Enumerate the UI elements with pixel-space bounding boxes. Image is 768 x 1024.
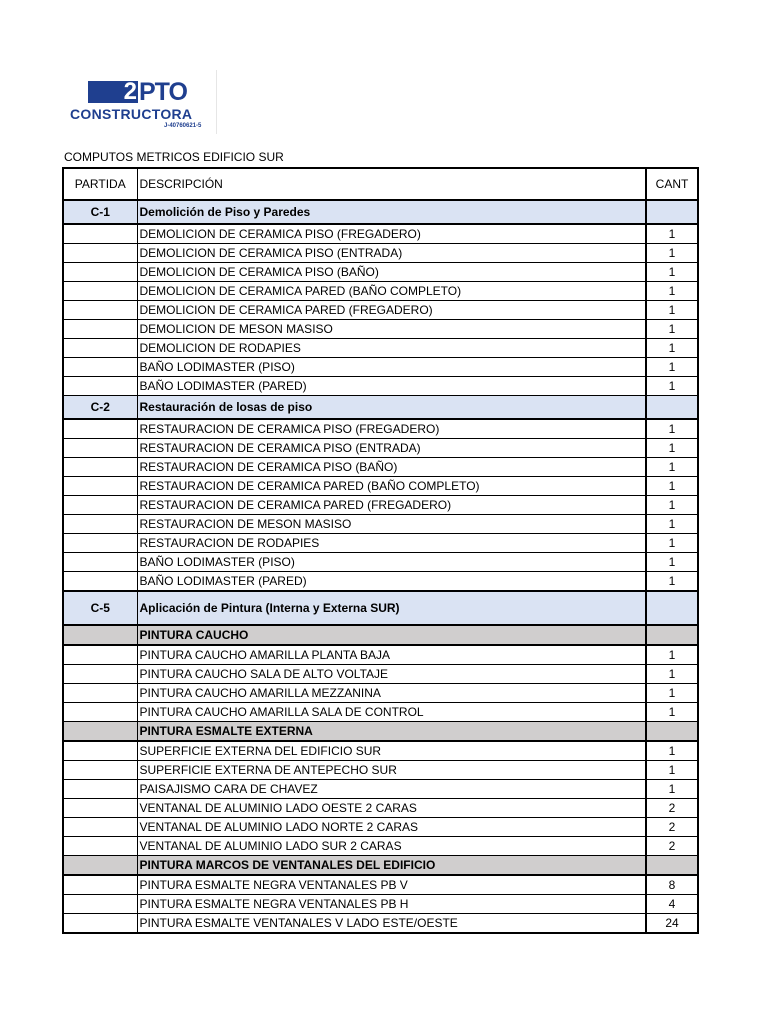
cant-cell: 4 — [646, 895, 698, 914]
cant-cell: 1 — [646, 645, 698, 665]
descripcion-cell: PINTURA CAUCHO AMARILLA MEZZANINA — [137, 684, 646, 703]
partida-cell — [63, 722, 137, 742]
table-row — [63, 477, 698, 496]
section-row — [63, 591, 698, 625]
cant-cell — [646, 591, 698, 625]
partida-cell — [63, 684, 137, 703]
descripcion-cell: Aplicación de Pintura (Interna y Externa SUR) — [137, 591, 646, 625]
cant-cell: 1 — [646, 534, 698, 553]
table-row — [63, 799, 698, 818]
table-row — [63, 741, 698, 761]
table-row — [63, 244, 698, 263]
table-row — [63, 645, 698, 665]
descripcion-cell: VENTANAL DE ALUMINIO LADO SUR 2 CARAS — [137, 837, 646, 856]
partida-cell — [63, 572, 137, 592]
descripcion-cell: DEMOLICION DE RODAPIES — [137, 339, 646, 358]
table-row — [63, 703, 698, 722]
partida-cell — [63, 439, 137, 458]
partida-cell — [63, 224, 137, 244]
cant-cell: 1 — [646, 665, 698, 684]
partida-cell — [63, 377, 137, 396]
cant-cell — [646, 200, 698, 224]
partida-cell — [63, 534, 137, 553]
table-row — [63, 553, 698, 572]
cant-cell — [646, 396, 698, 420]
cant-cell: 1 — [646, 377, 698, 396]
descripcion-cell: PINTURA CAUCHO AMARILLA SALA DE CONTROL — [137, 703, 646, 722]
table-row — [63, 818, 698, 837]
section-row — [63, 200, 698, 224]
descripcion-cell: RESTAURACION DE CERAMICA PISO (ENTRADA) — [137, 439, 646, 458]
descripcion-cell: SUPERFICIE EXTERNA DE ANTEPECHO SUR — [137, 761, 646, 780]
table-row — [63, 458, 698, 477]
table-row — [63, 301, 698, 320]
subsection-row — [63, 856, 698, 876]
descripcion-cell: BAÑO LODIMASTER (PISO) — [137, 358, 646, 377]
cant-cell: 1 — [646, 477, 698, 496]
descripcion-cell: PINTURA ESMALTE EXTERNA — [137, 722, 646, 742]
partida-cell — [63, 282, 137, 301]
cant-cell: 1 — [646, 553, 698, 572]
descripcion-cell: PINTURA CAUCHO AMARILLA PLANTA BAJA — [137, 645, 646, 665]
cant-cell: 1 — [646, 684, 698, 703]
logo-letters: PTO — [139, 78, 187, 106]
cant-cell: 24 — [646, 914, 698, 934]
cant-cell: 1 — [646, 282, 698, 301]
partida-cell — [63, 515, 137, 534]
cant-cell — [646, 625, 698, 645]
cant-cell: 1 — [646, 439, 698, 458]
partida-cell — [63, 761, 137, 780]
table-row — [63, 339, 698, 358]
cant-cell: 1 — [646, 224, 698, 244]
logo-number: 2 — [123, 78, 136, 105]
table-row — [63, 439, 698, 458]
descripcion-cell: PINTURA MARCOS DE VENTANALES DEL EDIFICIO — [137, 856, 646, 876]
descripcion-cell: RESTAURACION DE CERAMICA PARED (BAÑO COMPLETO) — [137, 477, 646, 496]
partida-cell — [63, 645, 137, 665]
table-row — [63, 496, 698, 515]
table-row — [63, 837, 698, 856]
cant-cell — [646, 856, 698, 876]
partida-cell — [63, 741, 137, 761]
header-partida: PARTIDA — [63, 168, 137, 200]
descripcion-cell: DEMOLICION DE CERAMICA PARED (BAÑO COMPLETO) — [137, 282, 646, 301]
descripcion-cell: DEMOLICION DE CERAMICA PISO (BAÑO) — [137, 263, 646, 282]
cant-cell: 8 — [646, 875, 698, 895]
computos-table — [62, 167, 699, 934]
table-row — [63, 665, 698, 684]
descripcion-cell: DEMOLICION DE CERAMICA PISO (FREGADERO) — [137, 224, 646, 244]
cant-cell: 1 — [646, 496, 698, 515]
cant-cell: 1 — [646, 515, 698, 534]
descripcion-cell: VENTANAL DE ALUMINIO LADO NORTE 2 CARAS — [137, 818, 646, 837]
descripcion-cell: BAÑO LODIMASTER (PISO) — [137, 553, 646, 572]
cant-cell: 1 — [646, 703, 698, 722]
cant-cell: 1 — [646, 301, 698, 320]
partida-cell — [63, 703, 137, 722]
cant-cell: 1 — [646, 419, 698, 439]
partida-cell — [63, 477, 137, 496]
descripcion-cell: PAISAJISMO CARA DE CHAVEZ — [137, 780, 646, 799]
subsection-row — [63, 722, 698, 742]
logo-bar — [88, 78, 138, 105]
table-row — [63, 875, 698, 895]
descripcion-cell: PINTURA CAUCHO SALA DE ALTO VOLTAJE — [137, 665, 646, 684]
descripcion-cell: PINTURA ESMALTE NEGRA VENTANALES PB V — [137, 875, 646, 895]
table-row — [63, 377, 698, 396]
cant-cell: 1 — [646, 263, 698, 282]
table-row — [63, 780, 698, 799]
table-row — [63, 914, 698, 934]
logo-frame — [216, 70, 217, 134]
cant-cell: 1 — [646, 458, 698, 477]
descripcion-cell: RESTAURACION DE CERAMICA PISO (BAÑO) — [137, 458, 646, 477]
descripcion-cell: BAÑO LODIMASTER (PARED) — [137, 377, 646, 396]
partida-cell: C-2 — [63, 396, 137, 420]
header-descripcion: DESCRIPCIÓN — [137, 168, 646, 200]
partida-cell — [63, 244, 137, 263]
descripcion-cell: PINTURA CAUCHO — [137, 625, 646, 645]
partida-cell — [63, 818, 137, 837]
table-row — [63, 761, 698, 780]
partida-cell — [63, 358, 137, 377]
cant-cell: 1 — [646, 244, 698, 263]
table-row — [63, 515, 698, 534]
partida-cell — [63, 875, 137, 895]
partida-cell — [63, 320, 137, 339]
partida-cell — [63, 837, 137, 856]
descripcion-cell: SUPERFICIE EXTERNA DEL EDIFICIO SUR — [137, 741, 646, 761]
cant-cell: 1 — [646, 339, 698, 358]
partida-cell — [63, 625, 137, 645]
table-row — [63, 320, 698, 339]
cant-cell: 2 — [646, 837, 698, 856]
descripcion-cell: PINTURA ESMALTE NEGRA VENTANALES PB H — [137, 895, 646, 914]
partida-cell — [63, 339, 137, 358]
cant-cell: 1 — [646, 741, 698, 761]
cant-cell: 2 — [646, 818, 698, 837]
partida-cell — [63, 419, 137, 439]
descripcion-cell: DEMOLICION DE CERAMICA PISO (ENTRADA) — [137, 244, 646, 263]
cant-cell: 1 — [646, 320, 698, 339]
partida-cell — [63, 496, 137, 515]
logo-name: CONSTRUCTORA — [70, 106, 193, 122]
logo-mark — [88, 80, 187, 104]
cant-cell: 1 — [646, 572, 698, 592]
descripcion-cell: RESTAURACION DE CERAMICA PARED (FREGADERO) — [137, 496, 646, 515]
partida-cell — [63, 856, 137, 876]
descripcion-cell: DEMOLICION DE MESON MASISO — [137, 320, 646, 339]
partida-cell: C-5 — [63, 591, 137, 625]
cant-cell: 1 — [646, 761, 698, 780]
partida-cell — [63, 665, 137, 684]
subsection-row — [63, 625, 698, 645]
table-row — [63, 419, 698, 439]
table-row — [63, 224, 698, 244]
table-header-row — [63, 168, 698, 200]
descripcion-cell: BAÑO LODIMASTER (PARED) — [137, 572, 646, 592]
partida-cell — [63, 301, 137, 320]
document-title: COMPUTOS METRICOS EDIFICIO SUR — [64, 150, 284, 164]
descripcion-cell: DEMOLICION DE CERAMICA PARED (FREGADERO) — [137, 301, 646, 320]
table-row — [63, 572, 698, 592]
partida-cell — [63, 553, 137, 572]
cant-cell: 2 — [646, 799, 698, 818]
table-row — [63, 895, 698, 914]
cant-cell — [646, 722, 698, 742]
descripcion-cell: RESTAURACION DE RODAPIES — [137, 534, 646, 553]
descripcion-cell: RESTAURACION DE CERAMICA PISO (FREGADERO) — [137, 419, 646, 439]
partida-cell — [63, 799, 137, 818]
partida-cell — [63, 895, 137, 914]
partida-cell: C-1 — [63, 200, 137, 224]
table-row — [63, 534, 698, 553]
partida-cell — [63, 263, 137, 282]
partida-cell — [63, 914, 137, 934]
descripcion-cell: RESTAURACION DE MESON MASISO — [137, 515, 646, 534]
descripcion-cell: VENTANAL DE ALUMINIO LADO OESTE 2 CARAS — [137, 799, 646, 818]
table-row — [63, 358, 698, 377]
logo-rif: J-40760621-5 — [164, 123, 202, 129]
table-row — [63, 263, 698, 282]
cant-cell: 1 — [646, 780, 698, 799]
section-row — [63, 396, 698, 420]
descripcion-cell: Restauración de losas de piso — [137, 396, 646, 420]
cant-cell: 1 — [646, 358, 698, 377]
partida-cell — [63, 780, 137, 799]
company-logo — [64, 70, 217, 134]
descripcion-cell: Demolición de Piso y Paredes — [137, 200, 646, 224]
table-row — [63, 282, 698, 301]
table-row — [63, 684, 698, 703]
header-cant: CANT — [646, 168, 698, 200]
partida-cell — [63, 458, 137, 477]
descripcion-cell: PINTURA ESMALTE VENTANALES V LADO ESTE/OESTE — [137, 914, 646, 934]
